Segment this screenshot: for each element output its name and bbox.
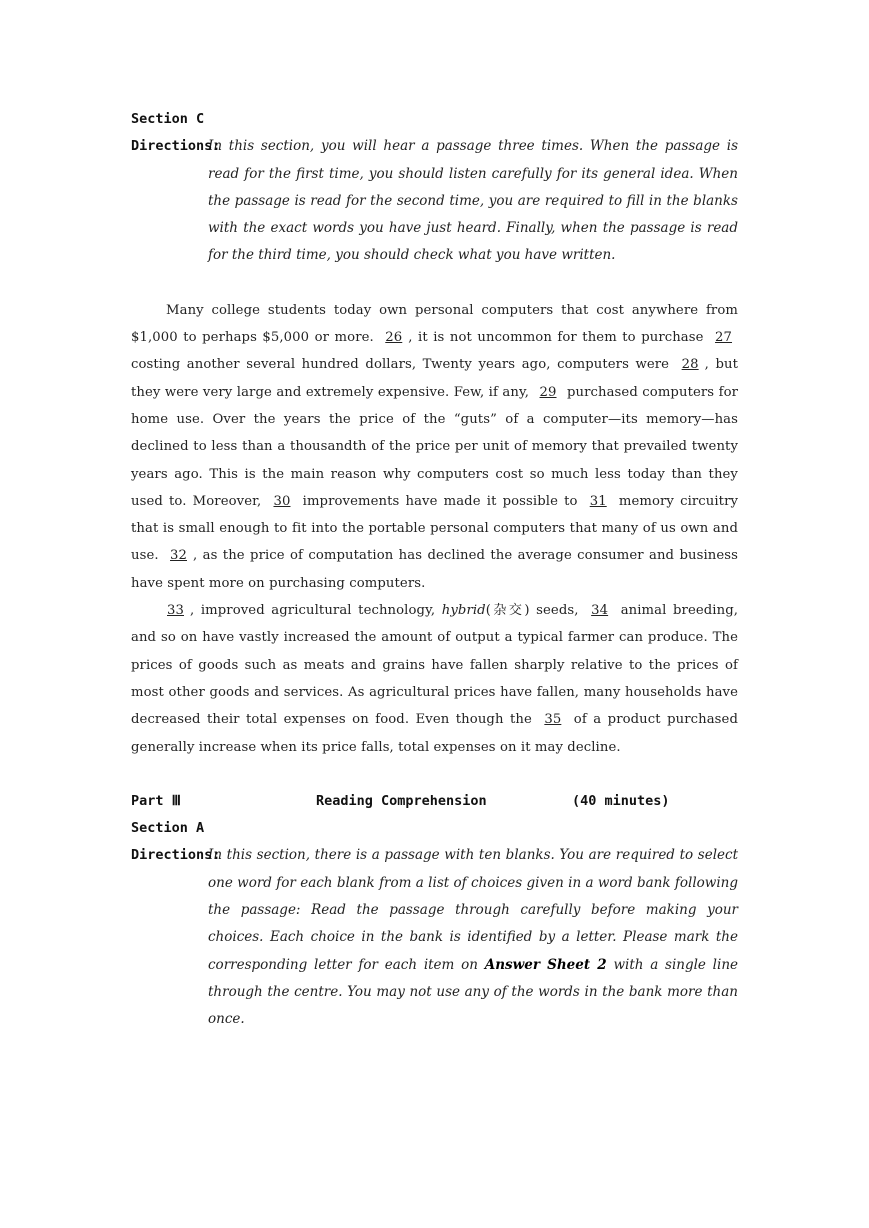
blank-32: 32: [170, 548, 187, 564]
blank-30: 30: [273, 493, 291, 509]
answer-sheet-ref: Answer Sheet 2: [484, 956, 607, 973]
directions-text: In this section, you will hear a passage three times. When the passage is read for the first time, you should listen carefully for its general idea. When the passage is read for the second time, you are required to fill in the blanks with the exact words you have just heard. Finally, when the passage is read for the third time, you should check what you have written.: [208, 138, 738, 264]
part-label: Part Ⅲ: [131, 792, 181, 809]
directions-label: Directions:: [131, 847, 221, 864]
section-c-heading: Section C: [131, 111, 205, 127]
directions-label: Directions:: [131, 138, 221, 155]
hybrid-word: hybrid: [441, 603, 486, 619]
section-a-heading: Section A: [131, 820, 205, 837]
listening-passage-paragraph-1: Many college students today own personal computers that cost anywhere from $1,000 to perhaps $5,000 or more. 26 , it is not uncommon for them to purchase 27 costing another several hundred dollars, Twenty years ago, computers were 28 , but they were very large and extremely expensive. Few, if any, 29 purchased computers for home use. Over the years the price of the “guts” of a computer—its memory—has declined to less than a thousandth of the price per unit of memory that prevailed twenty years ago. This is the main reason why computers cost so much less today than they used to. Moreover, 30 improvements have made it possible to 31 memory circuitry that is small enough to fit into the portable personal computers that many of us own and use. 32 , as the price of computation has declined the average consumer and business have spent more on purchasing computers.: [131, 302, 739, 591]
part-3-heading: [131, 788, 738, 815]
blank-35: 35: [544, 712, 562, 728]
document-page: [131, 106, 738, 1034]
blank-29: 29: [539, 384, 557, 400]
section-a-directions: [131, 842, 738, 1033]
directions-text: In this section, there is a passage with ten blanks. You are required to select one word for each blank from a list of choices given in a word bank following the passage: Read the passage through carefully before making your choices. Each choice in the bank is identified by a letter. Please mark the corresponding letter for each item on Answer Sheet 2 with a single line through the centre. You may not use any of the words in the bank more than once.: [208, 847, 739, 1028]
part-title: Reading Comprehension: [316, 792, 487, 809]
blank-33: 33: [167, 603, 184, 619]
blank-31: 31: [589, 493, 607, 509]
part-time: (40 minutes): [572, 792, 670, 809]
blank-26: 26: [385, 330, 403, 346]
blank-34: 34: [591, 603, 609, 619]
blank-28: 28: [681, 357, 699, 373]
blank-27: 27: [715, 330, 733, 346]
section-c-directions: [131, 133, 738, 269]
listening-passage-paragraph-2: 33 , improved agricultural technology, hybrid(杂交) seeds, 34 animal breeding, and so on have vastly increased the amount of output a typical farmer can produce. The prices of goods such as meats and grains have fallen sharply relative to the prices of most other goods and services. As agricultural prices have fallen, many households have decreased their total expenses on food. Even though the 35 of a product purchased generally increase when its price falls, total expenses on it may decline.: [131, 603, 739, 755]
